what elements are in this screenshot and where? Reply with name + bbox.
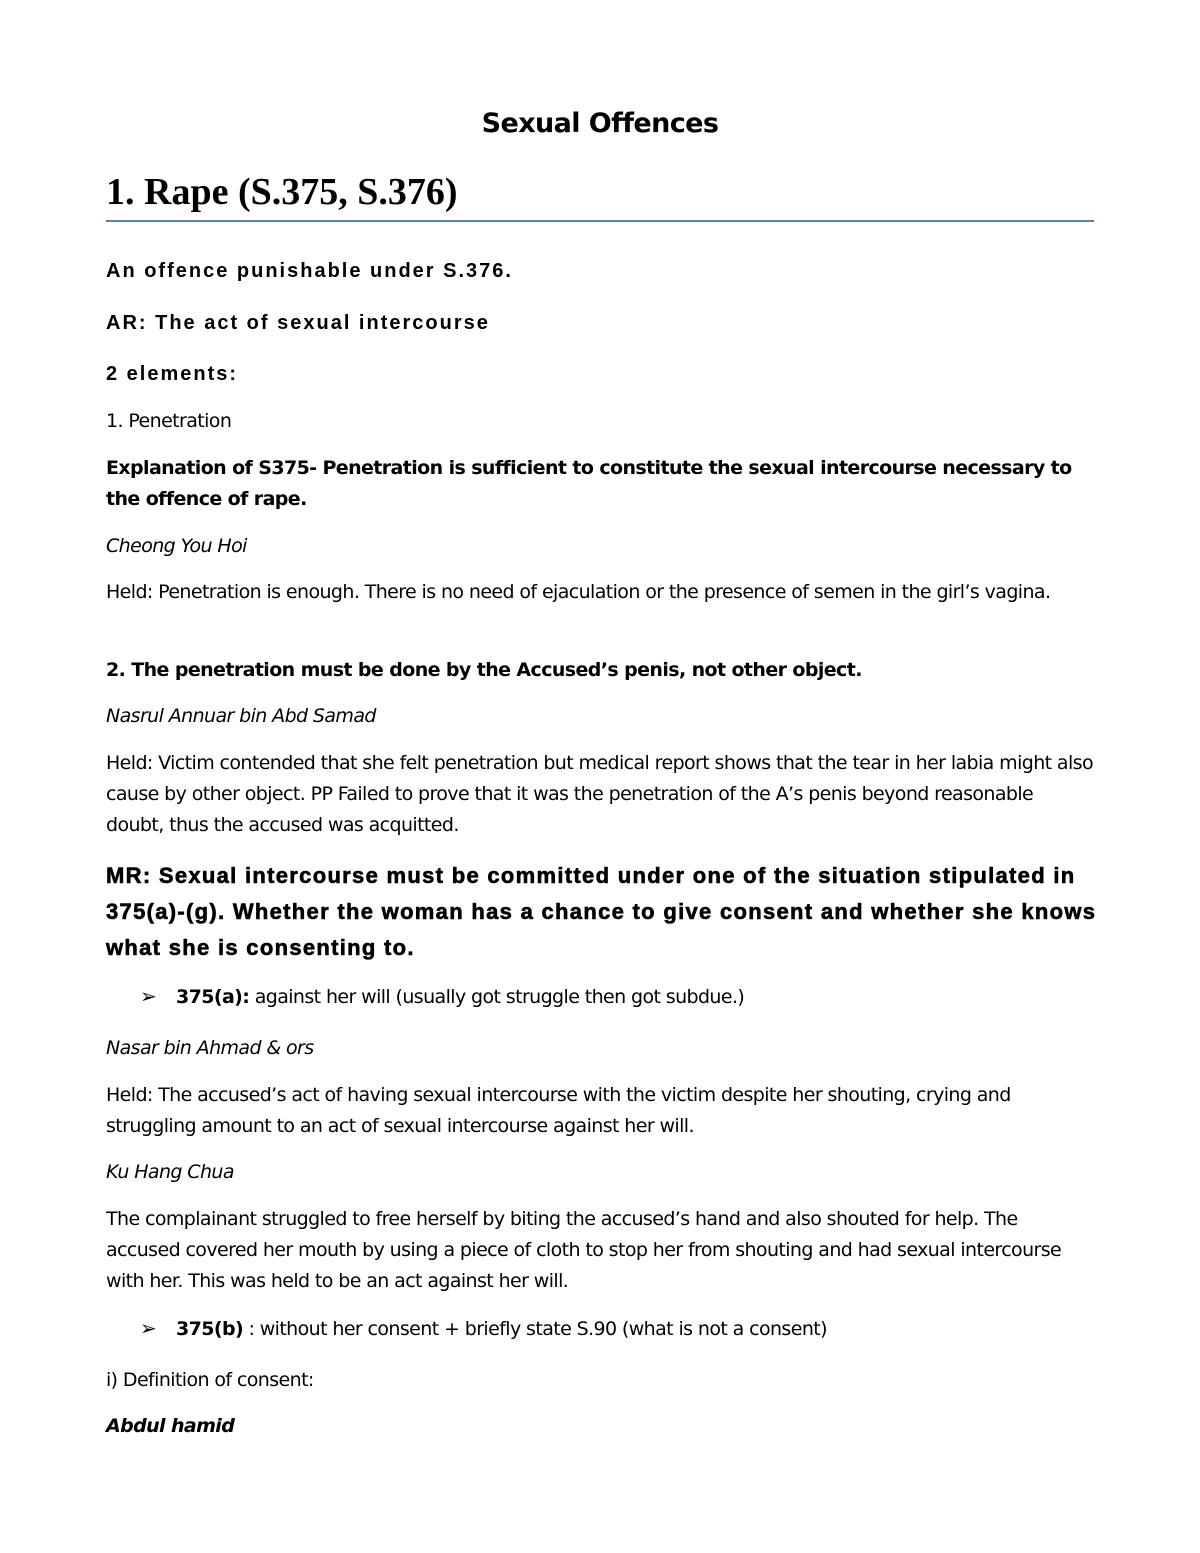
- bullet-375b-label: 375(b): [176, 1318, 244, 1340]
- consent-definition-heading: i) Definition of consent:: [106, 1369, 314, 1391]
- arrow-bullet-icon: ➢: [140, 984, 157, 1008]
- heading-underline: [106, 220, 1094, 222]
- section-heading: 1. Rape (S.375, S.376): [106, 171, 458, 213]
- element2-held: Held: Victim contended that she felt penetration but medical report shows that the tear in her labia might also cause by other object. PP Failed to prove that it was the penetration of the A’s penis beyond reasonable doubt, thus the accused was acquitted.: [106, 752, 1093, 836]
- bullet-375b: [140, 1313, 827, 1345]
- element1-label: 1. Penetration: [106, 410, 232, 432]
- element2-label: 2. The penetration must be done by the Accused’s penis, not other object.: [106, 659, 862, 681]
- element1-explanation: Explanation of S375- Penetration is sufficient to constitute the sexual intercourse necessary to the offence of rape.: [106, 457, 1072, 510]
- case-name-cheong: Cheong You Hoi: [106, 535, 247, 557]
- bullet-375a-text: against her will (usually got struggle then got subdue.): [249, 986, 745, 1008]
- case-name-abdul-hamid: Abdul hamid: [106, 1415, 235, 1437]
- intro-offence-line: An offence punishable under S.376.: [106, 260, 513, 282]
- case-name-ku-hang-chua: Ku Hang Chua: [106, 1161, 234, 1183]
- case-name-nasrul: Nasrul Annuar bin Abd Samad: [106, 705, 376, 727]
- case-nasar-held: Held: The accused’s act of having sexual intercourse with the victim despite her shouting, crying and struggling amount to an act of sexual intercourse against her will.: [106, 1084, 1011, 1137]
- element1-held: Held: Penetration is enough. There is no need of ejaculation or the presence of semen in the girl’s vagina.: [106, 581, 1051, 603]
- case-ku-hang-chua-text: The complainant struggled to free herself by biting the accused’s hand and also shouted for help. The accused covered her mouth by using a piece of cloth to stop her from shouting and had sexual intercourse with her. This was held to be an act against her will.: [106, 1208, 1062, 1292]
- bullet-375a-label: 375(a):: [176, 986, 250, 1008]
- case-name-nasar: Nasar bin Ahmad & ors: [106, 1037, 314, 1059]
- bullet-375a: [140, 981, 744, 1013]
- bullet-375b-text: : without her consent + briefly state S.90 (what is not a consent): [243, 1318, 827, 1340]
- intro-ar-line: AR: The act of sexual intercourse: [106, 312, 490, 334]
- intro-elements-line: 2 elements:: [106, 363, 239, 385]
- arrow-bullet-icon: ➢: [140, 1316, 157, 1340]
- document-title: Sexual Offences: [481, 108, 719, 139]
- mr-statement: MR: Sexual intercourse must be committed under one of the situation stipulated in 375(a)-(g). Whether the woman has a chance to give consent and whether she knows what she is consenting to.: [106, 863, 1097, 960]
